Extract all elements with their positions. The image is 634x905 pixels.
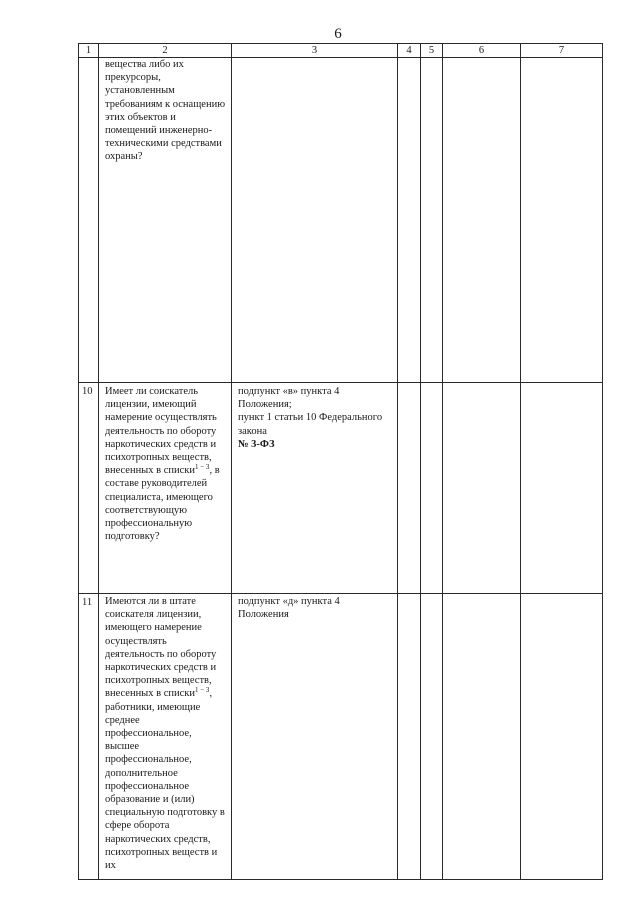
row-number-cell	[79, 594, 99, 880]
row-number: 11	[82, 597, 93, 608]
reference-text: подпункт «д» пункта 4 Положения	[238, 596, 340, 621]
column-6-cell	[443, 58, 521, 383]
header-row	[79, 44, 603, 58]
column-header-7: 7	[521, 44, 603, 58]
reference-cell	[232, 594, 398, 880]
column-6-cell	[443, 383, 521, 594]
column-header-4: 4	[398, 44, 421, 58]
reference-cell	[232, 383, 398, 594]
column-header-1: 1	[79, 44, 99, 58]
checklist-table	[78, 43, 603, 880]
column-header-3: 3	[232, 44, 398, 58]
lists-superscript: 1 − 3	[194, 463, 210, 472]
column-5-cell	[421, 383, 443, 594]
column-7-cell	[521, 594, 603, 880]
question-cell	[99, 383, 232, 594]
column-7-cell	[521, 383, 603, 594]
question-cell	[99, 58, 232, 383]
row-number: 10	[82, 386, 93, 397]
row-number-cell	[79, 383, 99, 594]
column-4-cell	[398, 58, 421, 383]
question-cell	[99, 594, 232, 880]
question-text: Имеются ли в штате соискателя лицензии, имеющего намерение осуществлять деятельность по обороту наркотических средств и психотропных веществ, внесенных в списки$^{1 - 3}$, работники, имеющие среднее профессиональное, высшее профессиональное, дополнительное профессиональное образование и (или) специальную подготовку в сфере оборота наркотических средств, психотропных веществ и их	[105, 596, 225, 872]
reference-cell	[232, 58, 398, 383]
question-text: вещества либо их прекурсоры, установленным требованиям к оснащению этих объектов и помещений инженерно-техническими средствами охраны?	[105, 59, 226, 163]
column-4-cell	[398, 594, 421, 880]
column-7-cell	[521, 58, 603, 383]
page-number: 6	[334, 26, 342, 42]
column-header-6: 6	[443, 44, 521, 58]
column-5-cell	[421, 594, 443, 880]
question-text: Имеет ли соискатель лицензии, имеющий намерение осуществлять деятельность по обороту наркотических средств и психотропных веществ, внесенных в списки$^{1 - 3}$, в составе руководителей специалиста, имеющего соответствующую профессиональную подготовку?	[105, 386, 220, 543]
column-6-cell	[443, 594, 521, 880]
table-row	[79, 594, 603, 880]
column-4-cell	[398, 383, 421, 594]
table-row	[79, 383, 603, 594]
reference-text: подпункт «в» пункта 4 Положения; пункт 1 статьи 10 Федерального закона № 3-ФЗ	[238, 386, 383, 450]
column-header-2: 2	[99, 44, 232, 58]
row-number-cell	[79, 58, 99, 383]
lists-superscript: 1 − 3	[194, 686, 210, 695]
column-5-cell	[421, 58, 443, 383]
law-number: № 3-ФЗ	[238, 438, 275, 450]
table-row	[79, 58, 603, 383]
column-header-5: 5	[421, 44, 443, 58]
